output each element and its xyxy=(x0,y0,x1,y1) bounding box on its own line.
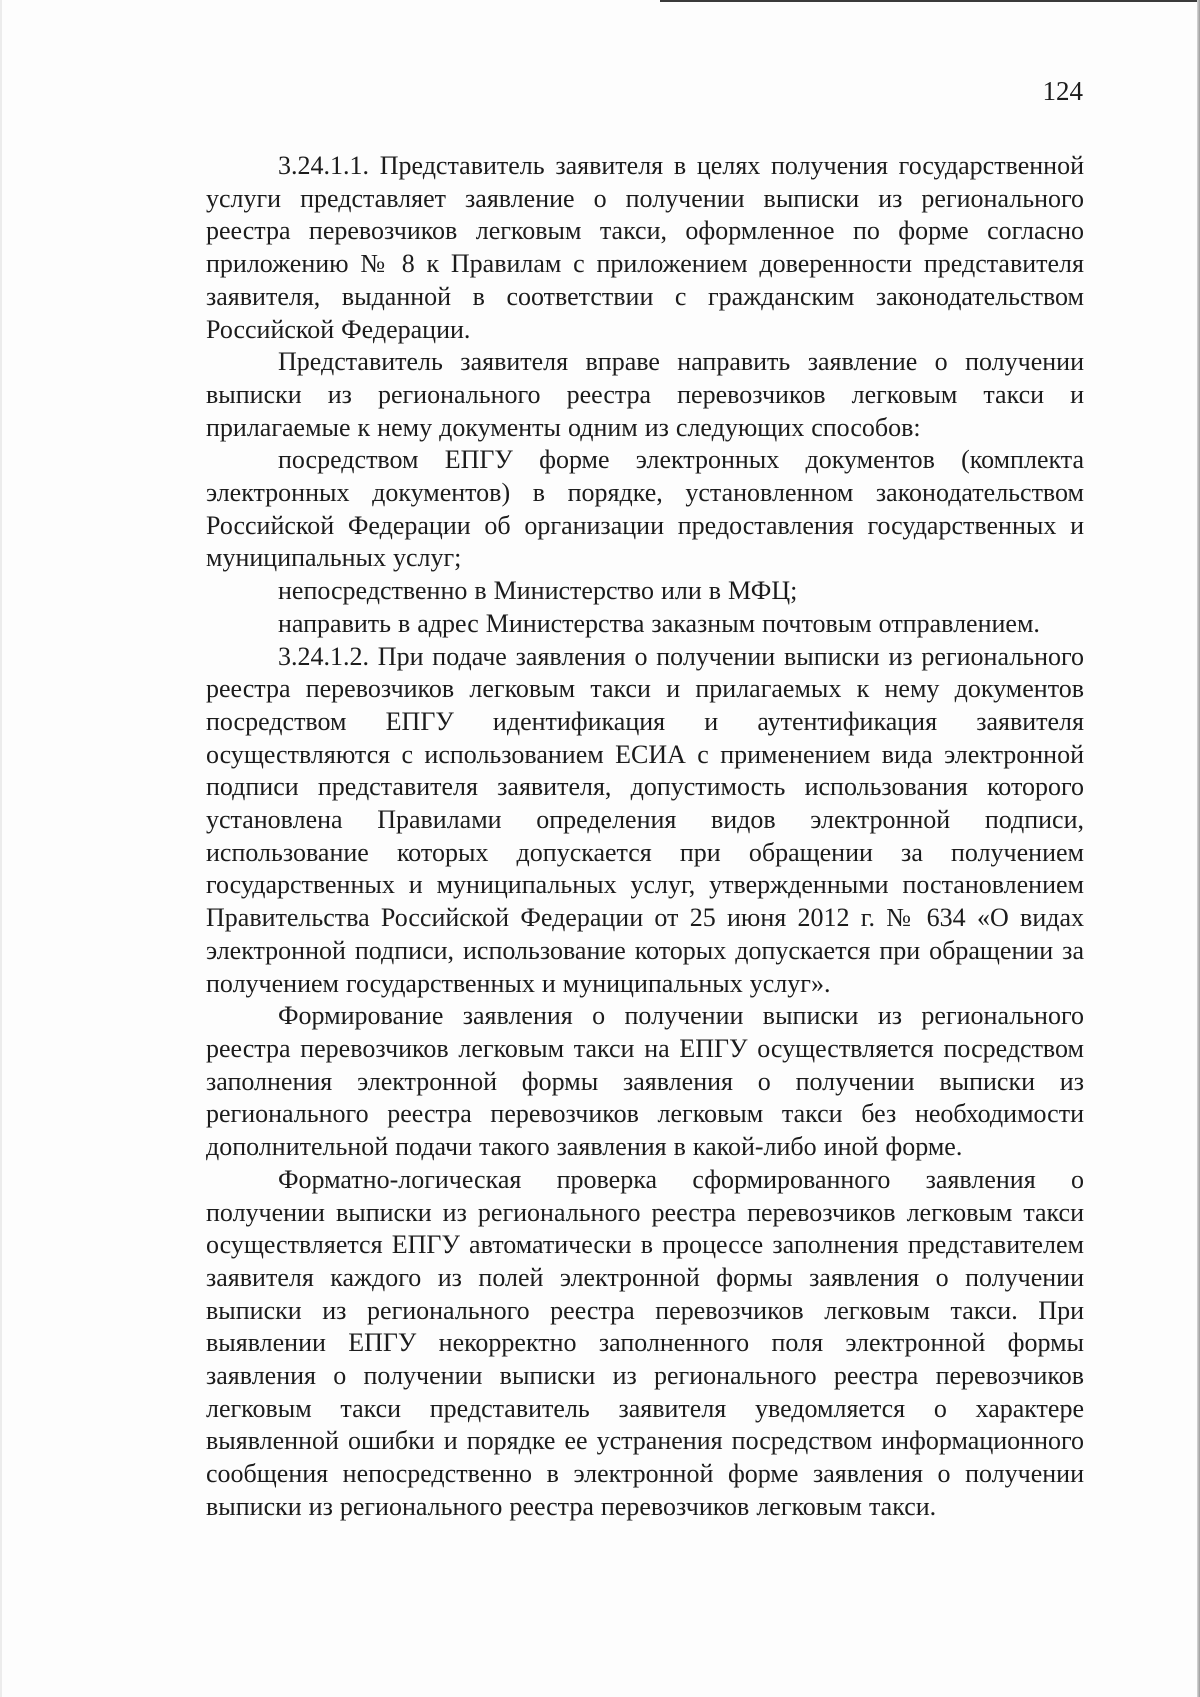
paragraph-3-24-1-1: 3.24.1.1. Представитель заявителя в целях получения государственной услуги представляет заявление о получении выписки из регионального реестра перевозчиков легковым такси, оформленное по форме согласно приложению № 8 к Правилам с приложением доверенности представителя заявителя, выданной в соответствии с гражданским законодательством Российской Федерации. xyxy=(206,151,1084,344)
scan-border-line xyxy=(660,0,1200,2)
document-body xyxy=(206,150,1084,1524)
paragraph-method-epgu: посредством ЕПГУ форме электронных документов (комплекта электронных документов) в порядке, установленном законодательством Российской Федерации об организации предоставления государственных и муниципальных услуг; xyxy=(206,445,1084,573)
paragraph-method-post: направить в адрес Министерства заказным почтовым отправлением. xyxy=(278,608,1040,638)
paragraph-representative-right: Представитель заявителя вправе направить заявление о получении выписки из регионального реестра перевозчиков легковым такси и прилагаемые к нему документы одним из следующих способов: xyxy=(206,347,1084,442)
page-number: 124 xyxy=(1042,76,1083,106)
paragraph-form-generation: Формирование заявления о получении выписки из регионального реестра перевозчиков легковым такси на ЕПГУ осуществляется посредством заполнения электронной формы заявления о получении выписки из регионального реестра перевозчиков легковым такси без необходимости дополнительной подачи такого заявления в какой-либо иной форме. xyxy=(206,1001,1084,1162)
scan-left-edge xyxy=(0,0,2,1697)
paragraph-format-check: Форматно-логическая проверка сформированного заявления о получении выписки из регионального реестра перевозчиков легковым такси осуществляется ЕПГУ автоматически в процессе заполнения представителем заявителя каждого из полей электронной формы заявления о получении выписки из регионального реестра перевозчиков легковым такси. При выявлении ЕПГУ некорректно заполненного поля электронной формы заявления о получении выписки из регионального реестра перевозчиков легковым такси представитель заявителя уведомляется о характере выявленной ошибки и порядке ее устранения посредством информационного сообщения непосредственно в электронной форме заявления о получении выписки из регионального реестра перевозчиков легковым такси. xyxy=(206,1164,1084,1521)
paragraph-3-24-1-2: 3.24.1.2. При подаче заявления о получении выписки из регионального реестра перевозчиков легковым такси и прилагаемых к нему документов посредством ЕПГУ идентификация и аутентификация заявителя осуществляются с использованием ЕСИА с применением вида электронной подписи представителя заявителя, допустимость использования которого установлена Правилами определения видов электронной подписи, использование которых допускается при обращении за получением государственных и муниципальных услуг, утвержденными постановлением Правительства Российской Федерации от 25 июня 2012 г. № 634 «О видах электронной подписи, использование которых допускается при обращении за получением государственных и муниципальных услуг». xyxy=(206,641,1084,998)
paragraph-method-ministry-mfc: непосредственно в Министерство или в МФЦ; xyxy=(278,576,798,606)
